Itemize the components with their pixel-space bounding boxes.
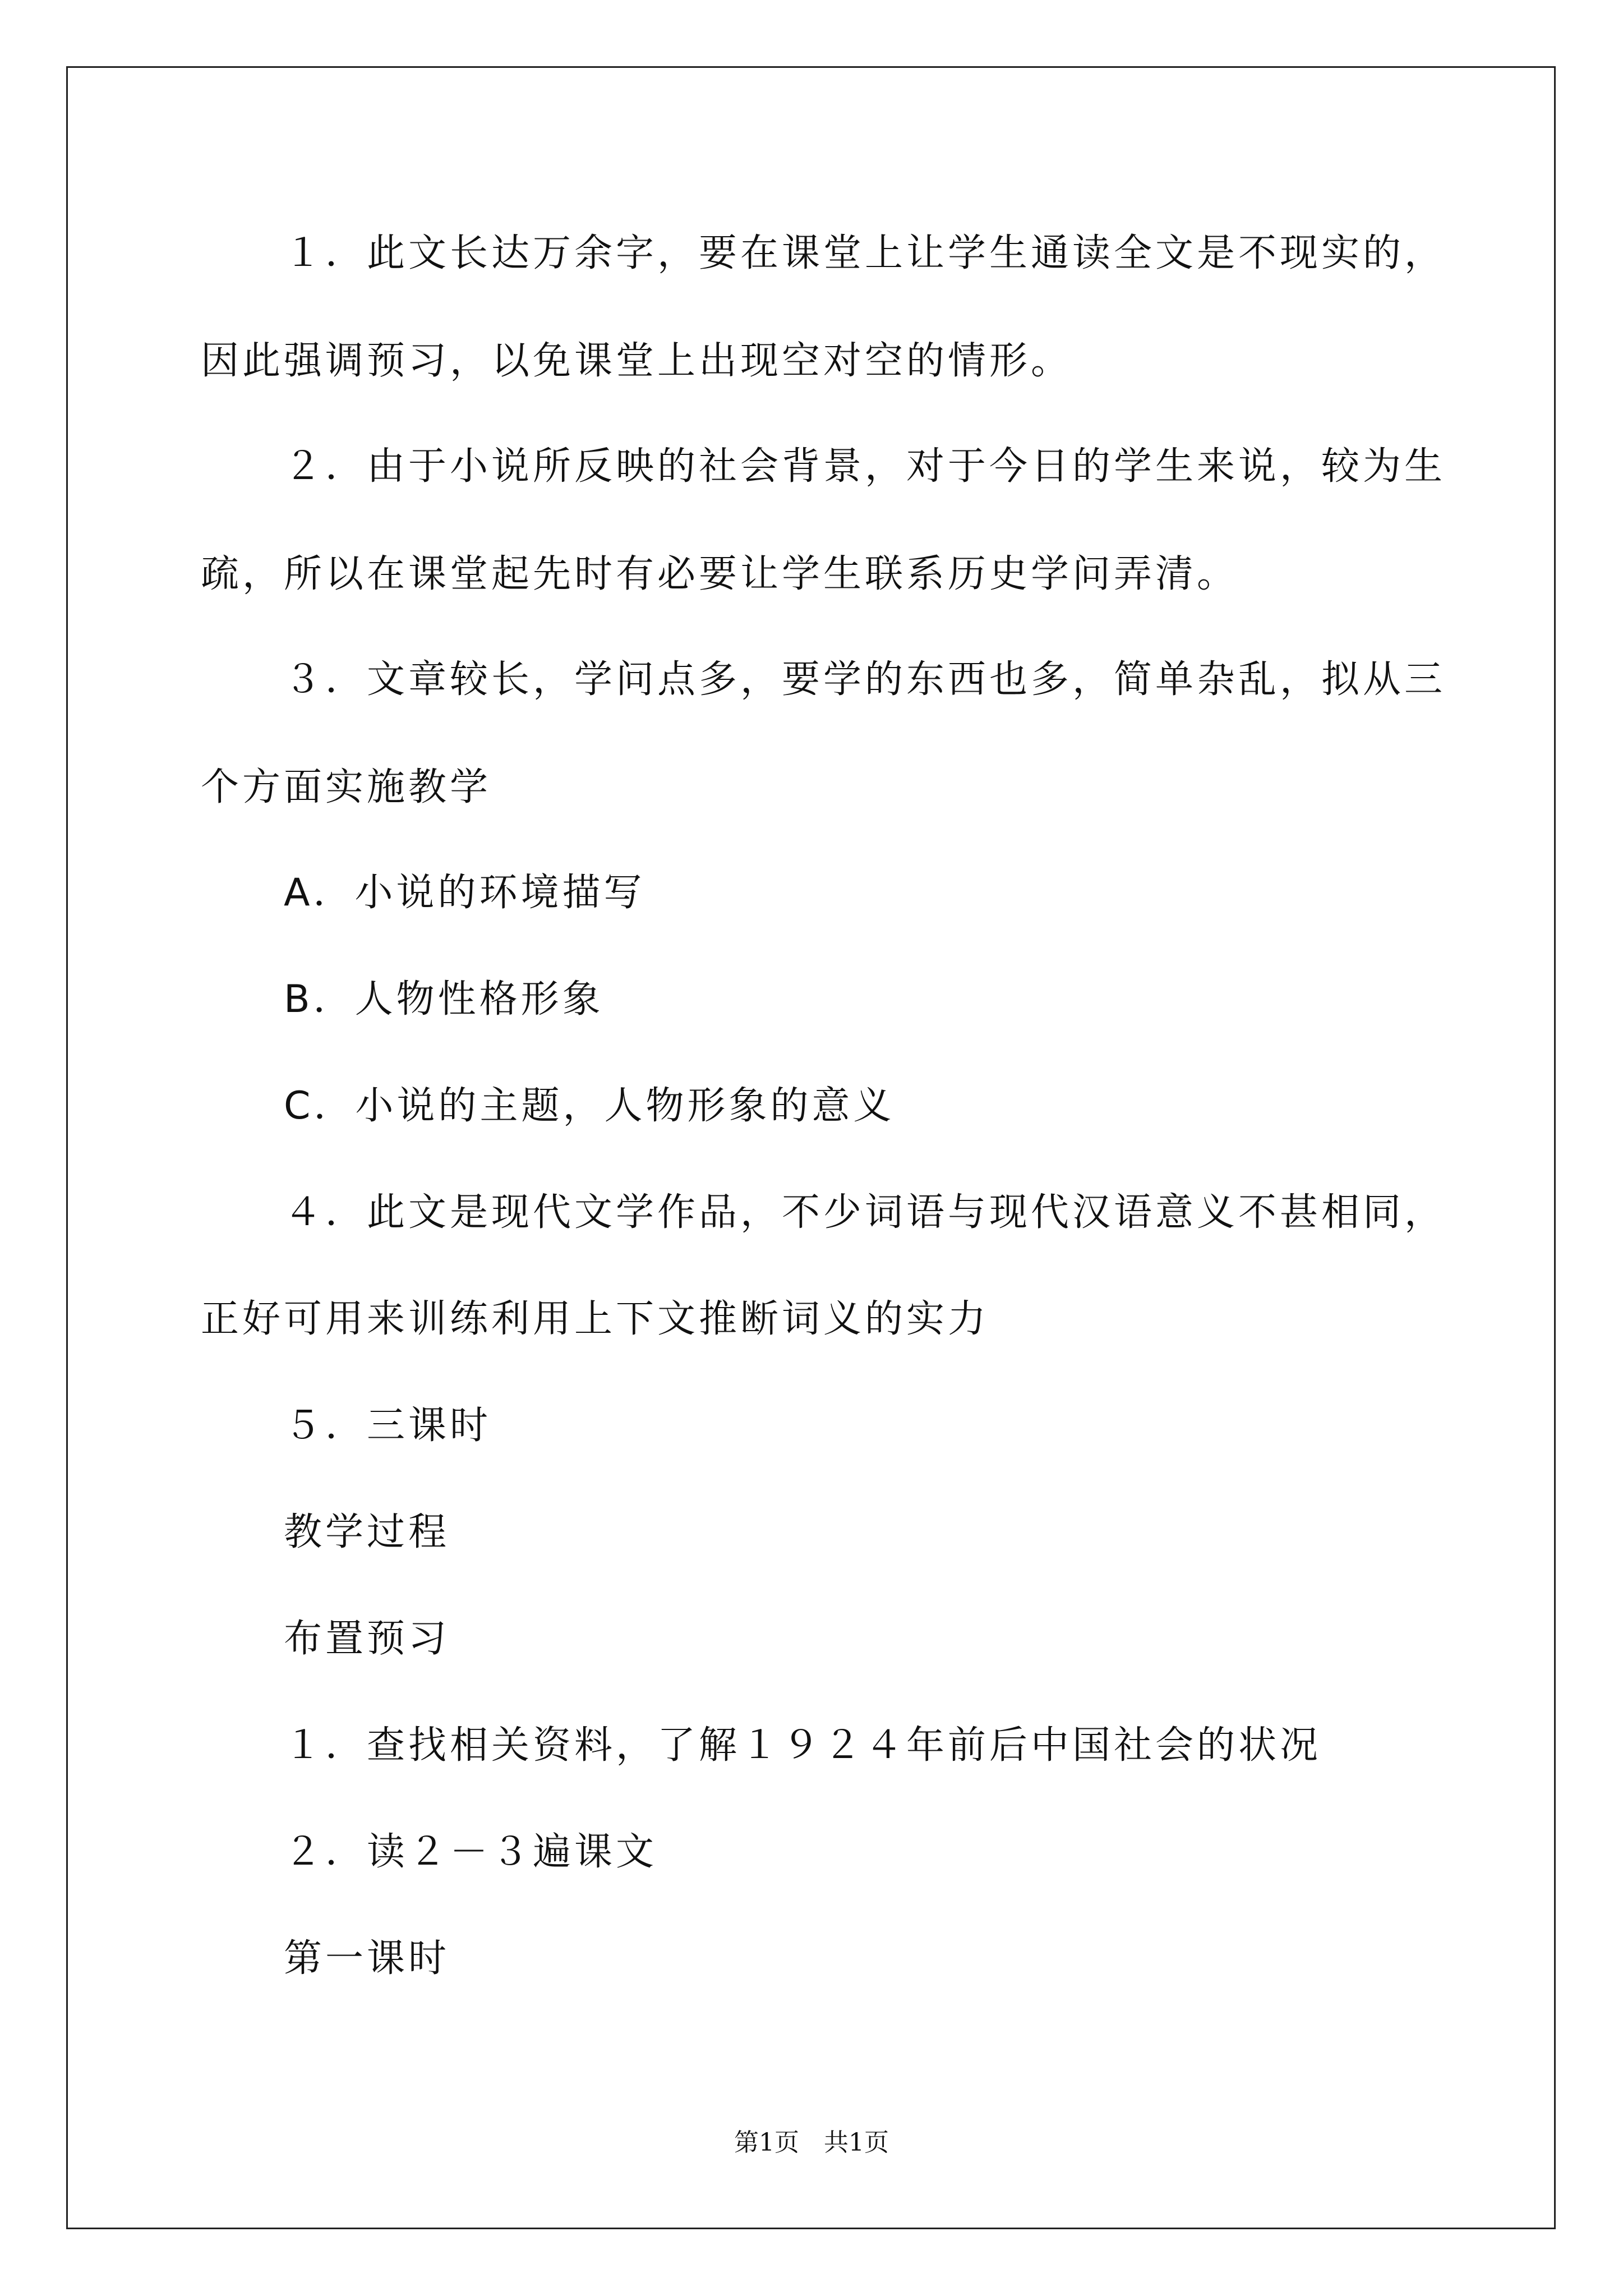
paragraph-12: ２．读２－３遍课文 bbox=[284, 1830, 658, 1874]
paragraph-3-line-2: 个方面实施教学 bbox=[201, 765, 492, 809]
paragraph-9: 教学过程 bbox=[284, 1510, 450, 1554]
paragraph-6: C．小说的主题，人物形象的意义 bbox=[284, 1084, 895, 1128]
paragraph-1-line-1: １．此文长达万余字，要在课堂上让学生通读全文是不现实的， bbox=[284, 231, 1446, 275]
paragraph-10: 布置预习 bbox=[284, 1617, 450, 1661]
paragraph-4: A．小说的环境描写 bbox=[284, 871, 645, 915]
paragraph-5: B．人物性格形象 bbox=[284, 977, 604, 1022]
paragraph-7-line-1: ４．此文是现代文学作品，不少词语与现代汉语意义不甚相同， bbox=[284, 1190, 1446, 1235]
paragraph-11: １．查找相关资料，了解１９２４年前后中国社会的状况 bbox=[284, 1723, 1322, 1768]
paragraph-13: 第一课时 bbox=[284, 1936, 450, 1981]
paragraph-3-line-1: ３．文章较长，学问点多，要学的东西也多，简单杂乱，拟从三 bbox=[284, 657, 1446, 702]
page-border bbox=[66, 66, 1556, 2229]
paragraph-8: ５．三课时 bbox=[284, 1404, 492, 1448]
paragraph-1-line-2: 因此强调预习，以免课堂上出现空对空的情形。 bbox=[201, 339, 1073, 383]
page-footer: 第1页 共1页 bbox=[734, 2128, 889, 2157]
paragraph-2-line-2: 疏，所以在课堂起先时有必要让学生联系历史学问弄清。 bbox=[201, 552, 1239, 596]
paragraph-7-line-2: 正好可用来训练利用上下文推断词义的实力 bbox=[201, 1297, 990, 1341]
paragraph-2-line-1: ２．由于小说所反映的社会背景，对于今日的学生来说，较为生 bbox=[284, 444, 1446, 489]
